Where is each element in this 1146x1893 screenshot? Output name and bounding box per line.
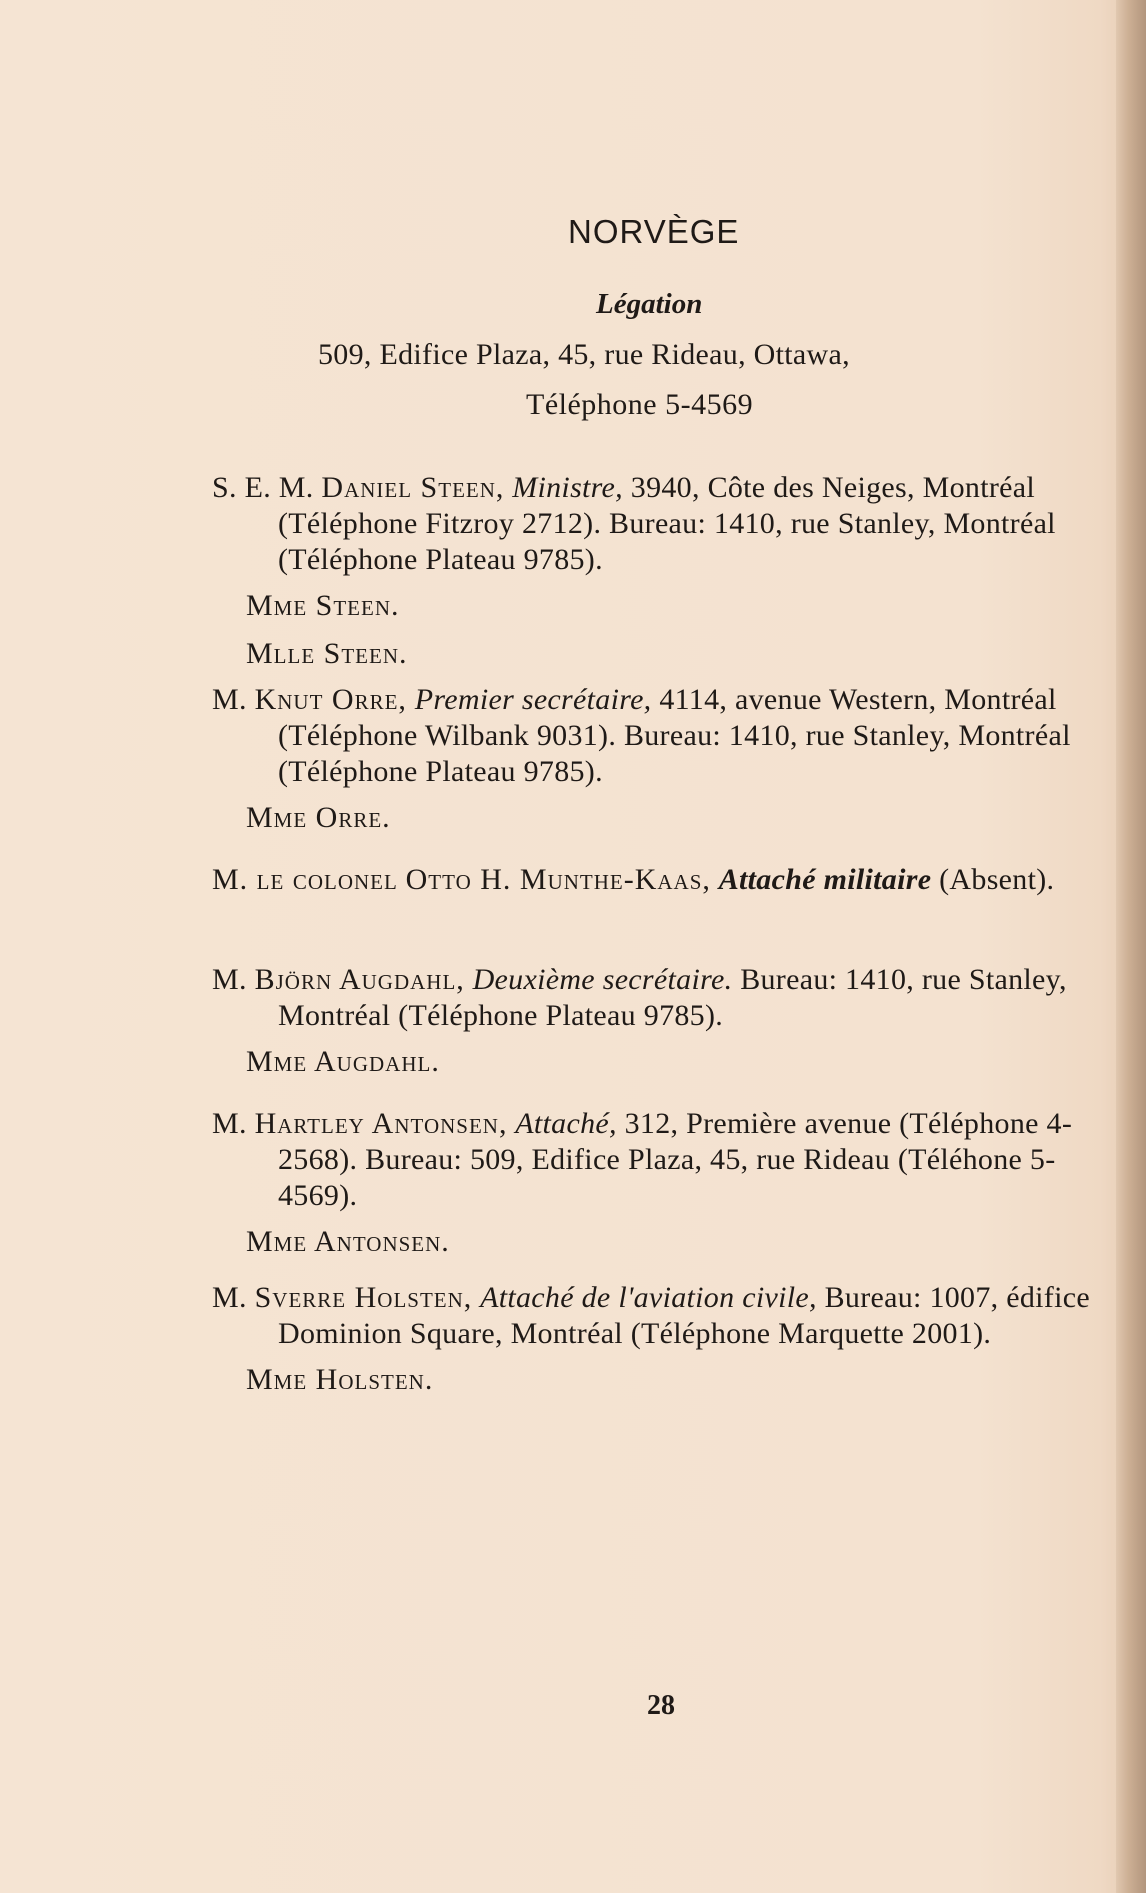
entry-prefix: M.: [212, 1281, 247, 1314]
entry-details: (Absent).: [939, 863, 1055, 896]
entry-augdahl: [212, 962, 1107, 1080]
entry-prefix: M.: [212, 963, 247, 996]
entry-name: Knut Orre,: [254, 683, 407, 716]
entry-prefix: M. le colonel: [212, 863, 398, 896]
legation-address: 509, Edifice Plaza, 45, rue Rideau, Ottawa,: [318, 338, 850, 371]
entry-name: Björn Augdahl,: [254, 963, 465, 996]
family-member: Mme Augdahl.: [246, 1045, 440, 1078]
entry-title: Attaché,: [515, 1107, 617, 1140]
entry-prefix: M.: [212, 1107, 247, 1140]
entry-title: Attaché militaire: [718, 863, 932, 896]
legation-phone: Téléphone 5-4569: [526, 388, 754, 421]
family-member: Mme Antonsen.: [246, 1225, 450, 1258]
entry-munthe-kaas: [212, 862, 1107, 898]
page-edge-shadow: [1116, 0, 1146, 1893]
entry-name: Hartley Antonsen,: [254, 1107, 508, 1140]
entry-details: 312, Première avenue (Téléphone 4-2568). Bureau: 509, Edifice Plaza, 45, rue Rideau (Téléhone 5-4569).: [278, 1107, 1073, 1212]
entry-main-text: [212, 962, 1107, 1034]
entry-title: Attaché de l'aviation civile,: [480, 1281, 817, 1314]
entry-steen: [212, 470, 1107, 672]
entry-antonsen: [212, 1106, 1107, 1260]
country-heading: NORVÈGE: [568, 213, 740, 250]
page-number: 28: [647, 1690, 675, 1721]
entry-name: Otto H. Munthe-Kaas,: [405, 863, 711, 896]
entry-prefix: S. E. M.: [212, 471, 314, 504]
entry-main-text: [212, 470, 1107, 578]
entry-name: Daniel Steen,: [321, 471, 505, 504]
entry-details: Bureau: 1410, rue Stanley, Montréal (Téléphone Plateau 9785).: [278, 963, 1067, 1032]
entry-main-text: [212, 682, 1107, 790]
entry-main-text: [212, 1106, 1107, 1214]
entry-title: Premier secrétaire,: [414, 683, 652, 716]
entry-main-text: [212, 862, 1107, 898]
entry-details: 4114, avenue Western, Montréal (Téléphone Wilbank 9031). Bureau: 1410, rue Stanley, Montréal (Téléphone Plateau 9785).: [278, 683, 1071, 788]
entry-details: 3940, Côte des Neiges, Montréal (Téléphone Fitzroy 2712). Bureau: 1410, rue Stanley, Montréal (Téléphone Plateau 9785).: [278, 471, 1056, 576]
entry-name: Sverre Holsten,: [254, 1281, 473, 1314]
entry-prefix: M.: [212, 683, 247, 716]
family-member: Mme Holsten.: [246, 1363, 434, 1396]
entry-holsten: [212, 1280, 1107, 1398]
family-member: Mme Steen.: [246, 589, 400, 622]
entry-main-text: [212, 1280, 1107, 1352]
family-member: Mlle Steen.: [246, 637, 408, 670]
entry-orre: [212, 682, 1107, 836]
entry-title: Ministre,: [512, 471, 623, 504]
family-member: Mme Orre.: [246, 801, 391, 834]
entry-details: Bureau: 1007, édifice Dominion Square, Montréal (Téléphone Marquette 2001).: [278, 1281, 1090, 1350]
entry-title: Deuxième secrétaire.: [472, 963, 733, 996]
legation-subheading: Légation: [596, 288, 703, 320]
